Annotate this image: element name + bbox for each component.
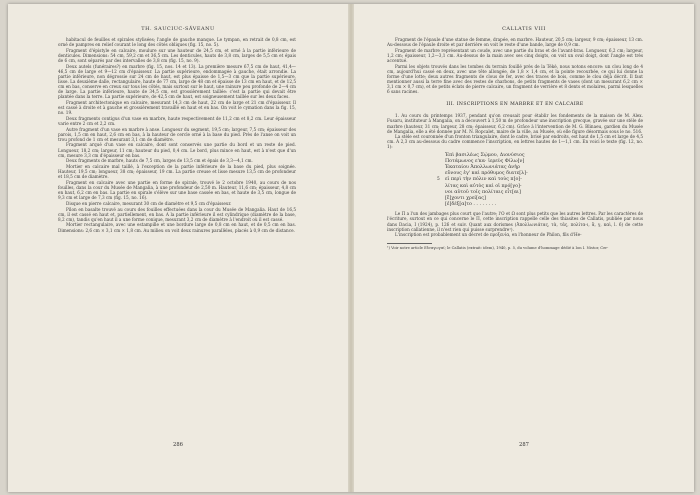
paragraph: Mortier rectangulaire, avec une estampille et une bordure large de 0,8 cm en haut, et de 0,5 cm en bas. Dimensions: 2,6 cm × 3,1 cm × 1,8 cm. Au milieu on voit deux rainures parallèles, placés à 0,9 cm de distance.: [58, 222, 296, 233]
paragraph: Parmi les objets trouvés dans les tombes du terrain fouillé près de la Tékè, nous notons encore: un clou long de 4 cm, aujourd'hui cassé en deux, avec une tête allongée, de 1,8 × 1,4 cm, et la pointe recourbée, ce qui lui donne la forme d'une lotte; deux autres fragments de clous de fer, avec des traces de bois, comme le clou déjà décrit. Il faut mentionner aussi la terre fine avec des restes de charbons, de petits fragments de vases (dont un mesurant 6,2 cm × 3,1 cm × 0,7 cm), et de petits éclats de pierre calcaire, un fragment de verrière et 8 dents et molaires, parmi lesquelles 6 sans racines.: [387, 63, 643, 95]
page-number: 286: [173, 442, 183, 448]
inscription-line: λίτας καὶ αὐτὸς καὶ οἱ πρό[γο]-: [445, 183, 522, 189]
running-head: CALLATIS VIII: [502, 26, 546, 32]
right-page: [354, 4, 694, 492]
paragraph: Fragment de marbre représentant un coude, avec une partie du bras et de l'avant-bras. Longueur, 6,2 cm; largeur, 1,2 cm; épaisseur, 1,2—3,1 cm. Au-dessus de la main avec ses cinq doigts, on voit un oval doigt, dont l'angle est très accentué.: [387, 47, 643, 63]
paragraph: Le Π a l'un des jambages plus court que l'autre; l'O et Ω sont plus petits que les autres lettres. Par les caractères de l'écriture, surtout en ce qui concerne le Π, cette inscription rappelle celle des thiasites de Callatis, publiée par nous dans Dacia, I (1924), p. 126 et suiv. Quant aux dorismes (Ἀπολλωνιάτας, τὰ, τᾶς, πολίτα-ι, ἅ, γ, καὶ, l. 6) de cette inscription callatienne, il n'est rien qui puisse surprendre¹).: [387, 211, 643, 232]
inscription-line: Ποτάμωνος ε'κα· ἱερεὺς Φίλω[ν]: [445, 158, 525, 164]
paragraph: Fragment en calcaire avec une partie en forme de spirale, trouvé le 2 octobre 1940, au cours de nos fouilles, dans la cour du Musée de Mangalia, à une profondeur de 2,50 m. Hauteur, 11,6 cm; épaisseur, 4,8 cm en haut, 6,2 cm en bas. La partie en spirale s'élève sur une base cassée en bas, et haute de 3,5 cm, longue de 9,3 cm et large de 7,3 cm (fig. 15, no. 16).: [58, 179, 296, 201]
paragraph: 1. Au cours du printemps 1937, pendant qu'on creusait pour établir les fondements de la maison de M. Alex. Fusaru, instituteur à Mangalia, on a découvert à 1,50 m de profondeur une inscription grecque, gravée sur une stèle de marbre (hauteur, 31 cm; largeur, 28 cm; épaisseur, 6,2 cm). Grâce à l'intervention de M. G. Blinaeu, gardien du Musée de Mangalia, elle a été donnée par M. N. Ropcalet, maire de la ville, au Musée, où elle figure désormais sous le no. 516.: [387, 113, 643, 134]
inscription-line: εὔνους ἐγ' καὶ πρόθυμος διατε[λ]-: [445, 171, 528, 177]
paragraph: Autre fragment d'un vase en marbre à anse. Longueur du segment, 19,5 cm; largeur, 7,5 cm; épaisseur des parois, 1,5 cm en haut, 2,6 cm en bas, à la hauteur de cercle orné à la base du pied. Près de l'anse on voit un trou profond de 1 cm et mesurant 3,1 cm de diamètre.: [58, 126, 296, 142]
paragraph: Fragment architectonique en calcaire, mesurant 14,3 cm de haut, 22 cm de large et 21 cm d'épaisseur. Il est cassé à droite et à gauche et grossièrement travaillé en haut et en bas. On voit le cymation dans la fig. 15, no. 19.: [58, 99, 296, 116]
paragraph: habitacul de feuilles et spirales stylisées; l'angle de gauche manque. Le tympan, en retrait de 0,8 cm, est orné de pampres en relief courant le long des côtés obliques (fig. 15, no. 5).: [58, 37, 296, 48]
left-page: [8, 4, 348, 492]
inscription-line: εῖ περὶ τὴν πόλιν καὶ τοὺς π[ο]-: [445, 177, 522, 183]
inscription-line: [ἐ]δέξ[α]το . . . . . . . .: [445, 202, 497, 208]
paragraph: Deux fragments contigus d'un vase en marbre, haute respectivement de 11,2 cm et 8,2 cm. Leur épaisseur varie entre 2 cm et 2,2 cm.: [58, 115, 296, 126]
page-number: 287: [519, 442, 529, 448]
greek-inscription: [437, 152, 643, 209]
running-head: TH. SAUCIUC-SĂVEANU: [141, 26, 215, 32]
paragraph: Fragment de l'épaule d'une statue de femme, drapée, en marbre. Hauteur, 20,5 cm; largeur, 9 cm; épaisseur, 13 cm. Au-dessous de l'épaule droite et par derrière on voit le reste d'une bande, large de 0,9 cm.: [387, 37, 643, 48]
left-body-text: [58, 37, 296, 233]
paragraph: Deux autels (funéraires?) en marbre (fig. 15, nos. 14 et 13). La première mesure 67,5 cm de haut, 41,4—46,5 cm de large et 9—12 cm d'épaisseur. La partie supérieure, endommagée à gauche, était arrondie. La partie inférieure, non dégrossie sur 24 cm de haut, est plus épaisse de 1,5—3 cm que la partie supérieure, lisse. La deuxième dalle, rectangulaire, haute de 77 cm, large de 48 cm et épaisse de 13 cm en haut, et de 12,5 cm en bas, conserve en creux sur tous les côtés, mais surtout sur le haut, une rainure peu profonde de 2—4 cm de large. La partie inférieure, haute de 34,5 cm, est grossièrement taillée: c'est la partie qui devait être plantée dans la terre. La partie supérieure, de 42,5 cm de haut, est soigneusement taillée sur les deux faces.: [58, 63, 296, 100]
paragraph: La stèle est couronnée d'un fronton triangulaire, dont le cadre, brisé par endroits, est haut de 1,5 cm et large de 4,5 cm. À 2,3 cm au-dessous du cadre commence l'inscription, en lettres hautes de 1—1,1 cm. En voici le texte (fig. 12, no. 1):: [387, 134, 644, 150]
inscription-line: νοι αὐτοῦ τοῖς πολίταις εἶτ[αι]: [445, 189, 521, 195]
inscription-line: [ἔ]χοντι χρεί[ας]: [445, 195, 486, 201]
footnote-rule: [387, 243, 432, 244]
paragraph: L'inscription est probablement un décret de προξενία, en l'honneur de Philon, fils d'He-: [395, 232, 582, 238]
paragraph: Fragment d'épistyle en calcaire, moulure sur une hauteur de 24,5 cm, et orné à la partie inférieure de denticules. Dimensions: 54 cm, 59,2 cm et 36,5 cm. Les denticules, hauts de 3,8 cm, larges de 5,5 cm et épais de 6 cm, sont séparés par des intervalles de 3,8 cm (fig. 15, no. 9).: [58, 47, 296, 63]
inscription-line: Ἐπὶ βασιλέως Σῴμου, Διονύσιος: [445, 152, 525, 158]
paragraph: Deux fragments de marbre, hauts de 7,5 cm, larges de 13,5 cm et épais de 3,3—4,1 cm.: [66, 158, 253, 164]
right-body-text: [387, 37, 643, 251]
paragraph: Pilon en basalte trouvé au cours des fouilles effectuées dans la cour du Musée de Mangalia. Haut de 16,5 cm, il est cassé en haut et, partiellement, en bas. A la partie inférieure il est cylindrique (diamètre de la base, 8,2 cm), tandis qu'en haut il a une forme conique, mesurant 3,2 cm de diamètre à l'endroit où il est cassé.: [58, 206, 296, 222]
section-title: III. INSCRIPTIONS EN MARBRE ET EN CALCAIRE: [446, 102, 584, 108]
paragraph: Fragment arqué d'un vase en calcaire, dont sont conservés une partie du bord et un reste de pied. Longueur, 18,2 cm; largeur, 11 cm; hauteur du pied, 0,4 cm. Le bord, plus mince en haut, est à n'est que d'un cm, mesure 3,3 cm d'épaisseur en bas.: [58, 142, 296, 158]
footnote: ¹) Voir notre article Εἴσαγωγαί; le Callatis (extrait: idem), 1940, p. 5, du volume d'hommage dédié à Ion I. Nistor, Cer-: [387, 246, 609, 251]
inscription-line: Ἐκαταίου Ἀπολλωνιάτας ἀνὴρ: [445, 164, 520, 170]
line-number: 5: [437, 176, 440, 182]
book-spread: [8, 4, 694, 492]
paragraph: Disque en pierre calcaire, mesurant 30 cm de diamètre et 9,5 cm d'épaisseur.: [66, 200, 232, 206]
paragraph: Mortier en calcaire mal taillé, à l'exception de la partie inférieure de la base du pied, plus soignée. Hauteur, 19,5 cm; longueur, 38 cm; épaisseur, 19 cm. La partie creuse et lisse mesure 13,5 cm de profondeur et 18,5 cm de diamètre.: [58, 164, 296, 180]
